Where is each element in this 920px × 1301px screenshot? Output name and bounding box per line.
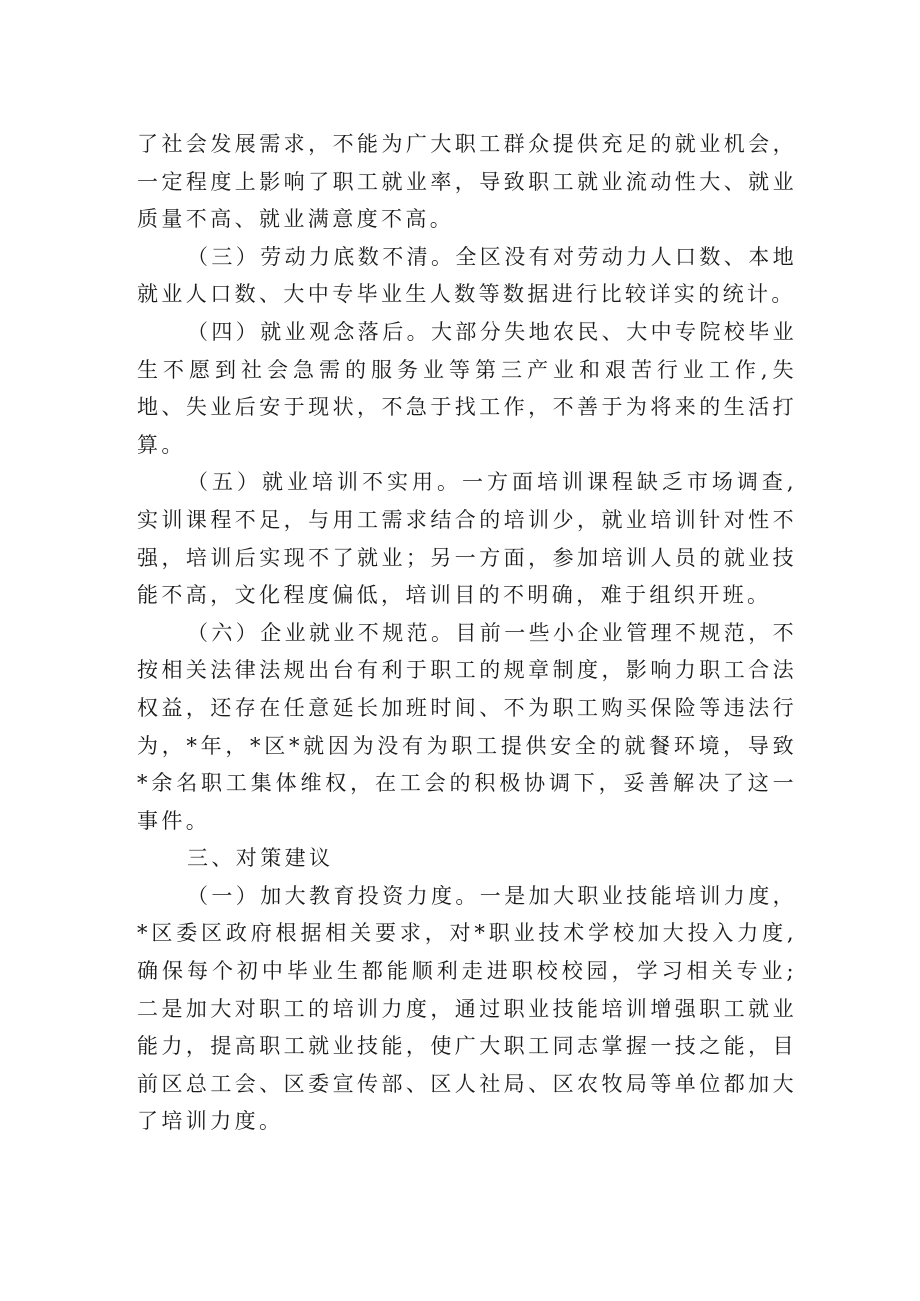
paragraph-training: （五）就业培训不实用。一方面培训课程缺乏市场调查,实训课程不足，与用工需求结合的培训少，就业培训针对性不强，培训后实现不了就业；另一方面，参加培训人员的就业技能不高，文化程度偏低，培训目的不明确，难于组织开班。 [137,470,797,608]
paragraph-enterprise: （六）企业就业不规范。目前一些小企业管理不规范，不按相关法律法规出台有利于职工的规章制度，影响力职工合法权益，还存在任意延长加班时间、不为职工购买保险等违法行为，*年，*区*就因为没有为职工提供安全的就餐环境，导致*余名职工集体维权，在工会的积极协调下，妥善解决了这一事件。 [137,620,797,833]
paragraph-continuation: 了社会发展需求，不能为广大职工群众提供充足的就业机会，一定程度上影响了职工就业率，导致职工就业流动性大、就业质量不高、就业满意度不高。 [137,132,797,232]
section-heading: 三、对策建议 [187,846,334,871]
paragraph-education-investment: （一）加大教育投资力度。一是加大职业技能培训力度，*区委区政府根据相关要求，对*职业技术学校加大投入力度,确保每个初中毕业生都能顺利走进职校校园，学习相关专业;二是加大对职工的培训力度，通过职业技能培训增强职工就业能力，提高职工就业技能，使广大职工同志掌握一技之能，目前区总工会、区委宣传部、区人社局、区农牧局等单位都加大了培训力度。 [137,883,797,1134]
document-body [137,126,797,1141]
paragraph-labor-base: （三）劳动力底数不清。全区没有对劳动力人口数、本地就业人口数、大中专毕业生人数等数据进行比较详实的统计。 [137,244,797,307]
paragraph-employment-concept: （四）就业观念落后。大部分失地农民、大中专院校毕业生不愿到社会急需的服务业等第三产业和艰苦行业工作,失地、失业后安于现状，不急于找工作，不善于为将来的生活打算。 [137,319,797,457]
